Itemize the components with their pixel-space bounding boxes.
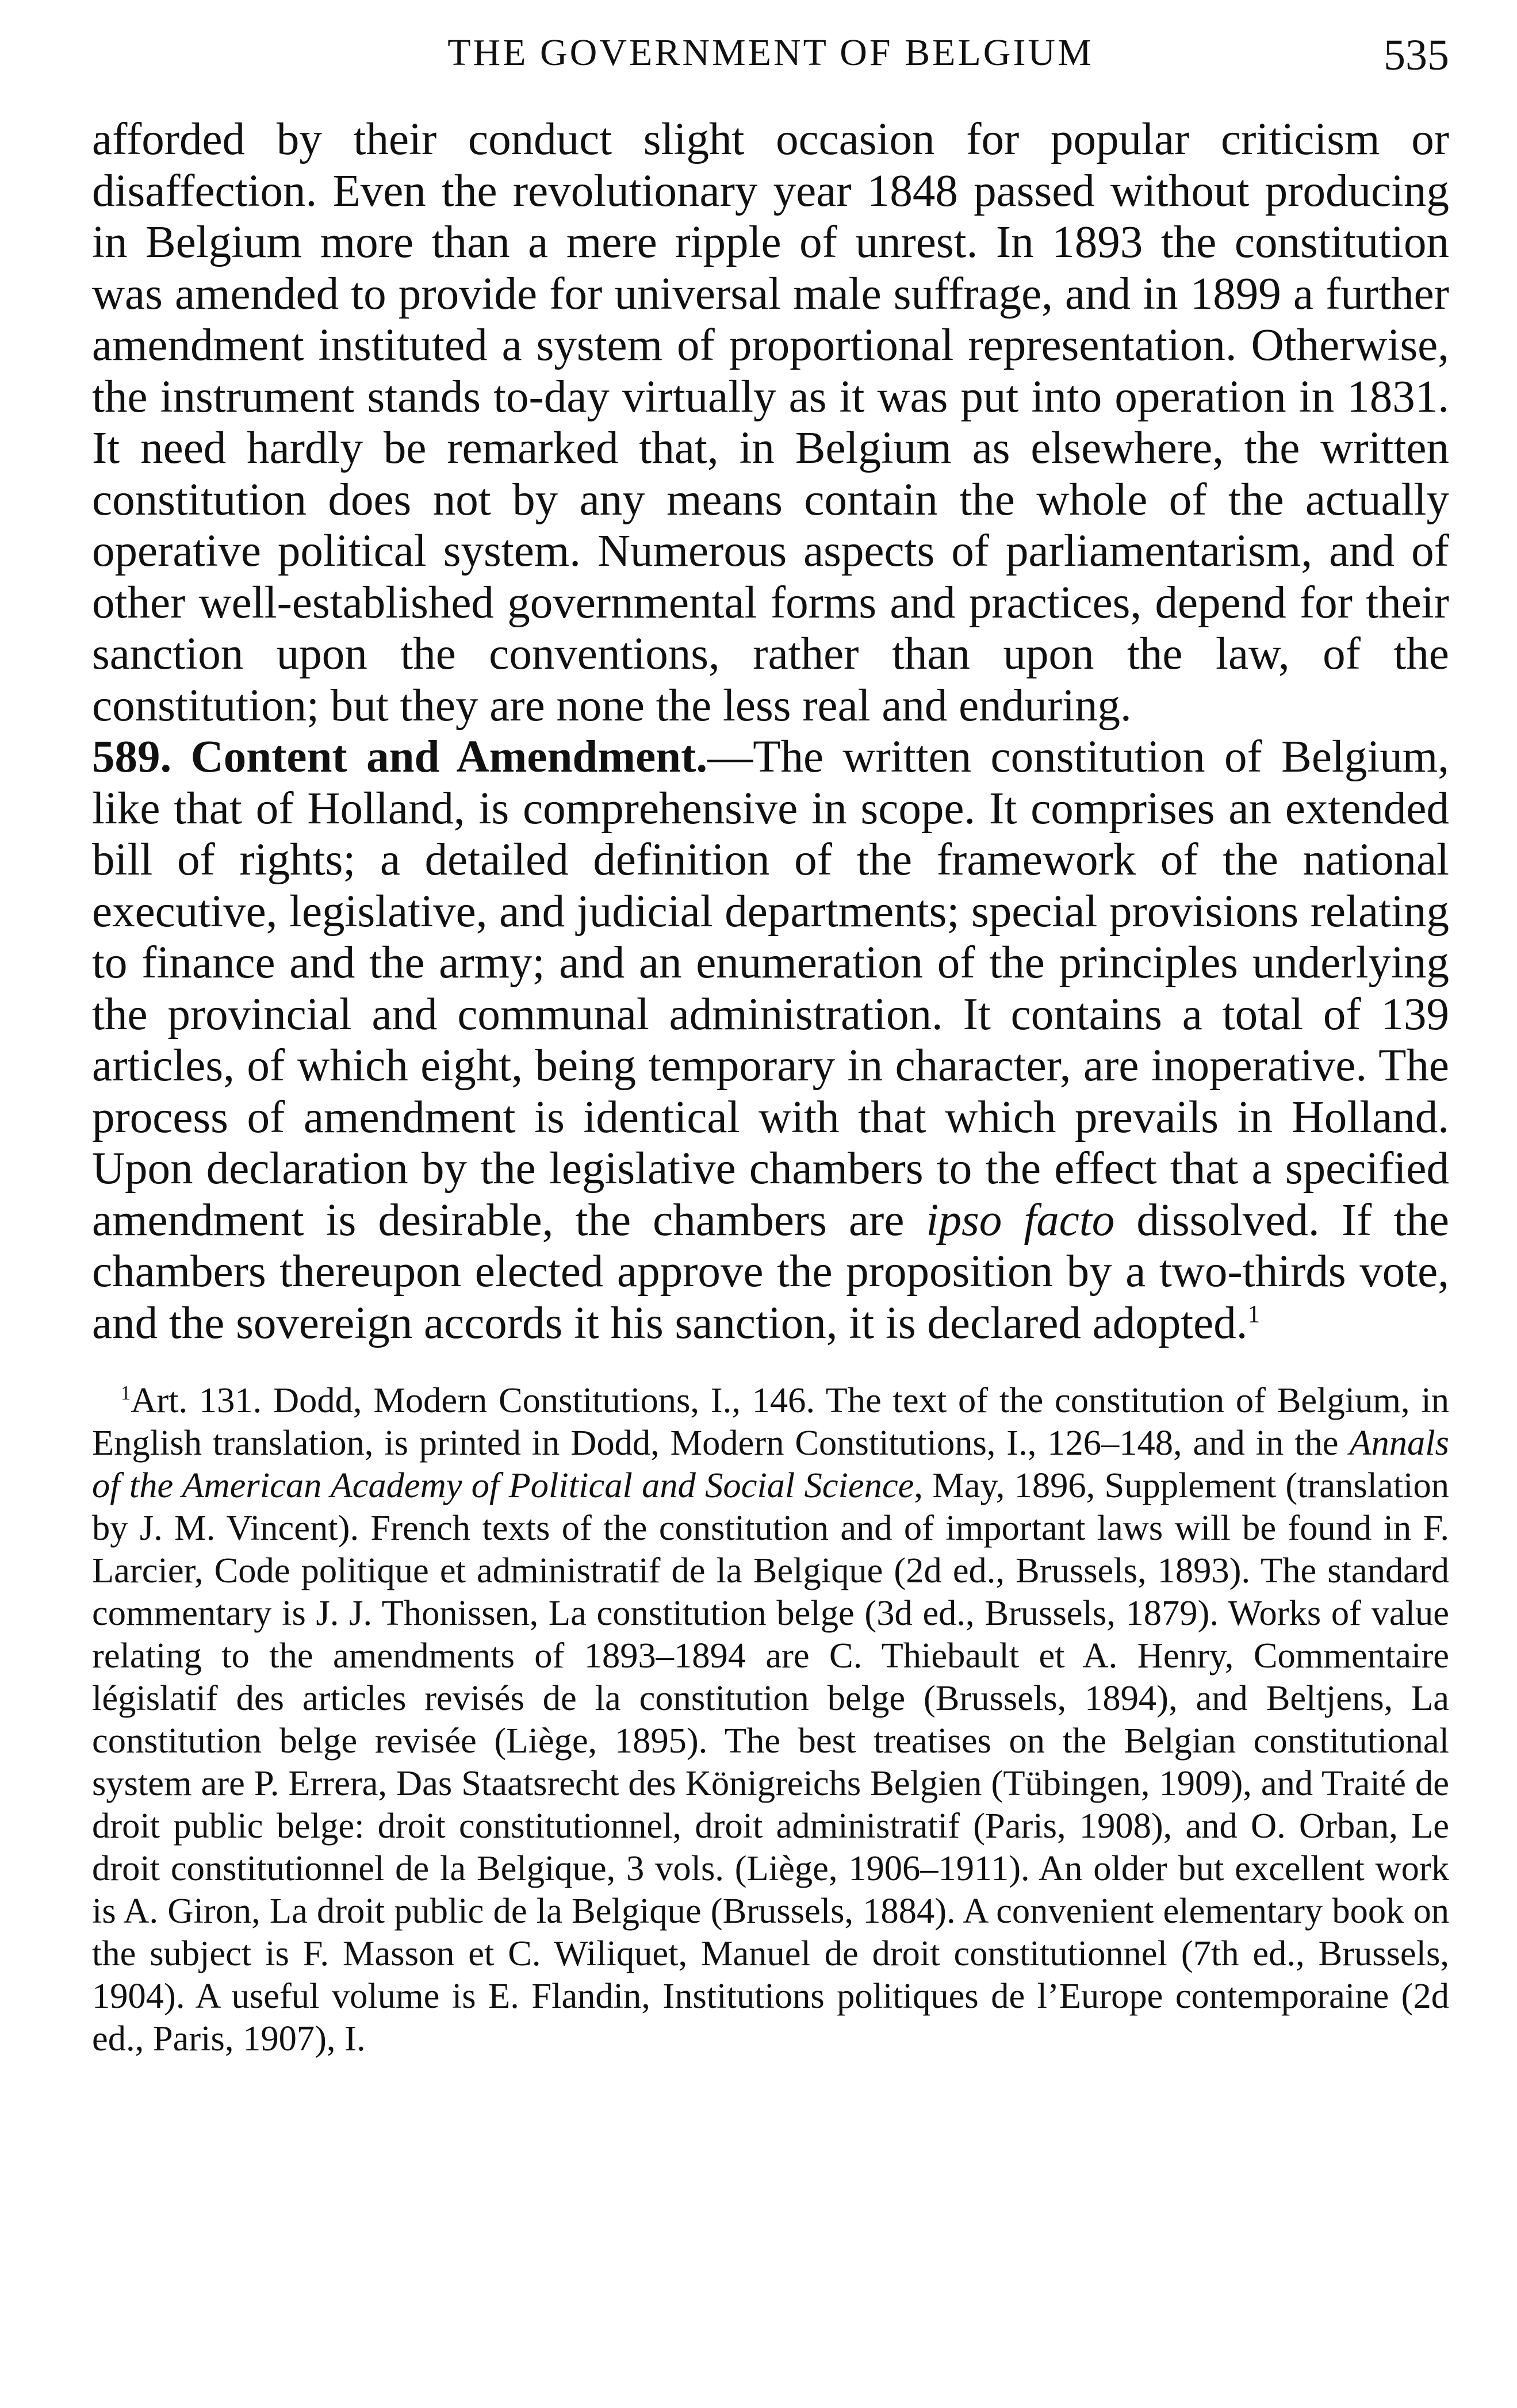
footnote-reference: 1: [1247, 1300, 1261, 1328]
footnote-1: [92, 1379, 1449, 2060]
book-page: [92, 29, 1449, 2060]
paragraph-text: afforded by their conduct slight occasion for popular criticism or disaffection. Even the revolutionary year 1848 passed without producing in Belgium more than a mere ripple of unrest. In 1893 the constitution was amended to provide for universal male suffrage, and in 1899 a further amendment instituted a system of proportional representation. Otherwise, the instrument stands to-day virtually as it was put into operation in 1831. It need hardly be remarked that, in Belgium as elsewhere, the written constitution does not by any means contain the whole of the actually operative political system. Numerous aspects of parliamentarism, and of other well-established governmental forms and practices, depend for their sanction upon the conventions, rather than upon the law, of the constitution; but they are none the less real and enduring.: [92, 114, 1449, 731]
section-589-paragraph: [92, 731, 1449, 1349]
footnote-text-b: , May, 1896, Supplement (translation by J. M. Vincent). French texts of the constitution and of important laws will be found in F. Larcier, Code politique et administratif de la Belgique (2d ed., Brussels, 1893). The standard commentary is J. J. Thonissen, La constitution belge (3d ed., Brussels, 1879). Works of value relating to the amendments of 1893–1894 are C. Thiebault et A. Henry, Commentaire législatif des articles revisés de la constitution belge (Brussels, 1894), and Beltjens, La constitution belge revisée (Liège, 1895). The best treatises on the Belgian constitutional system are P. Errera, Das Staatsrecht des Königreichs Belgien (Tübingen, 1909), and Traité de droit public belge: droit constitutionnel, droit administratif (Paris, 1908), and O. Orban, Le droit constitutionnel de la Belgique, 3 vols. (Liège, 1906–1911). An older but excellent work is A. Giron, La droit public de la Belgique (Brussels, 1884). A convenient elementary book on the subject is F. Masson et C. Wiliquet, Manuel de droit constitutionnel (7th ed., Brussels, 1904). A useful volume is E. Flandin, Institutions politiques de l’Europe contemporaine (2d ed., Paris, 1907), I.: [92, 1465, 1449, 2058]
paragraph-text-a: The written constitution of Belgium, like that of Holland, is comprehensive in scope. It comprises an extended bill of rights; a detailed definition of the framework of the national executive, legislative, and judicial departments; special provisions relating to finance and the army; and an enumeration of the principles underlying the provincial and communal administration. It contains a total of 139 articles, of which eight, being temporary in character, are inoperative. The process of amendment is identical with that which prevails in Holland. Upon declaration by the legislative chambers to the effect that a specified amendment is desirable, the chambers are: [92, 732, 1450, 1245]
running-head: THE GOVERNMENT OF BELGIUM: [447, 32, 1094, 74]
paragraph-text-b: dissolved. If the chambers thereupon elected approve the proposition by a two-thirds vote, and the sovereign accords it his sanction, it is declared adopted.: [92, 1195, 1449, 1348]
footnote-italic-title: Annals of the American Academy of Political and Social Science: [92, 1422, 1449, 1505]
page-header: [92, 29, 1449, 86]
footnotes: [92, 1379, 1449, 2060]
em-dash: —: [707, 732, 753, 782]
footnote-text-a: Art. 131. Dodd, Modern Constitutions, I., 146. The text of the constitution of Belgium, in English translation, is printed in Dodd, Modern Constitutions, I., 126–148, and in the: [92, 1380, 1449, 1463]
italic-phrase: ipso facto: [926, 1195, 1115, 1245]
section-number: 589.: [92, 732, 172, 782]
paragraph-continuation: [92, 114, 1449, 731]
section-title: Content and Amendment.: [190, 732, 708, 782]
page-number: 535: [1384, 31, 1449, 79]
footnote-marker: 1: [121, 1382, 131, 1405]
